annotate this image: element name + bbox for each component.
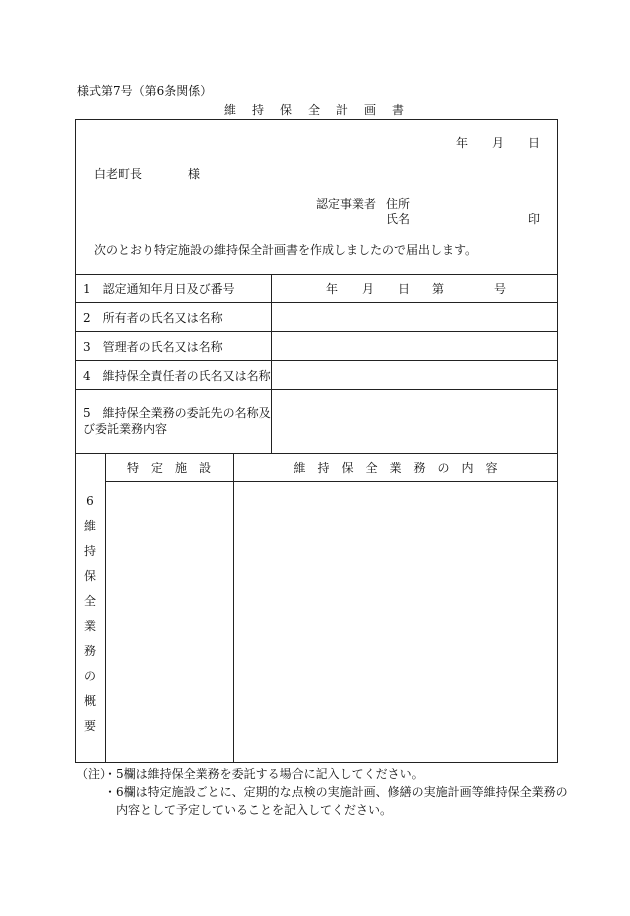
section-6-char: 業 xyxy=(83,619,96,633)
row-divider xyxy=(75,360,558,361)
row-1-label: 1 認定通知年月日及び番号 xyxy=(83,282,235,296)
section-6-char: 概 xyxy=(83,694,96,708)
date-month-label: 月 xyxy=(492,136,505,150)
form-number: 様式第7号（第6条関係） xyxy=(77,84,213,98)
column-divider xyxy=(271,274,272,453)
applicant-address-label: 住所 xyxy=(386,197,411,211)
row-divider xyxy=(75,302,558,303)
seal-mark: 印 xyxy=(528,212,541,226)
section-6-divider xyxy=(233,453,234,763)
applicant-name-label: 氏名 xyxy=(386,212,411,226)
row-4-label: 4 維持保全責任者の氏名又は名称 xyxy=(83,369,271,383)
row-1-year: 年 xyxy=(326,282,339,296)
section-6-header-line xyxy=(105,481,558,482)
row-divider xyxy=(75,453,558,454)
row-5-label: 5 維持保全業務の委託先の名称及 xyxy=(83,406,271,420)
row-1-month: 月 xyxy=(362,282,375,296)
row-divider xyxy=(75,331,558,332)
facility-header: 特 定 施 設 xyxy=(126,461,211,475)
note-2: ・6欄は特定施設ごとに、定期的な点検の実施計画、修繕の実施計画等維持保全業務の xyxy=(104,785,568,799)
section-6-divider xyxy=(105,453,106,763)
section-6-char: 維 xyxy=(83,519,96,533)
addressee-name: 白老町長 xyxy=(94,167,143,181)
addressee-honorific: 様 xyxy=(188,167,201,181)
row-5-label-cont: び委託業務内容 xyxy=(83,422,168,436)
maintenance-content-header: 維 持 保 全 業 務 の 内 容 xyxy=(293,461,498,475)
form-frame xyxy=(75,119,558,763)
section-6-char: 6 xyxy=(86,494,94,508)
row-1-day: 日 xyxy=(398,282,411,296)
section-6-char: 全 xyxy=(83,594,96,608)
section-6-char: 持 xyxy=(83,544,96,558)
intro-text: 次のとおり特定施設の維持保全計画書を作成しましたので届出します。 xyxy=(94,243,478,257)
applicant-label: 認定事業者 xyxy=(316,197,377,211)
note-1: ・5欄は維持保全業務を委託する場合に記入してください。 xyxy=(104,767,424,781)
row-1-dai: 第 xyxy=(432,282,445,296)
section-6-char: 要 xyxy=(83,719,96,733)
row-1-gou: 号 xyxy=(494,282,507,296)
section-6-char: 務 xyxy=(83,644,96,658)
document-title: 維 持 保 全 計 画 書 xyxy=(223,103,406,117)
row-divider xyxy=(75,274,558,275)
date-day-label: 日 xyxy=(528,136,541,150)
notes-prefix: （注） xyxy=(76,767,113,781)
row-divider xyxy=(75,389,558,390)
section-6-vertical-label xyxy=(75,494,105,744)
section-6-char: の xyxy=(83,669,96,683)
note-2-continued: 内容として予定していることを記入してください。 xyxy=(116,803,393,817)
section-6-char: 保 xyxy=(83,569,96,583)
date-year-label: 年 xyxy=(456,136,469,150)
row-2-label: 2 所有者の氏名又は名称 xyxy=(83,311,223,325)
row-3-label: 3 管理者の氏名又は名称 xyxy=(83,340,223,354)
